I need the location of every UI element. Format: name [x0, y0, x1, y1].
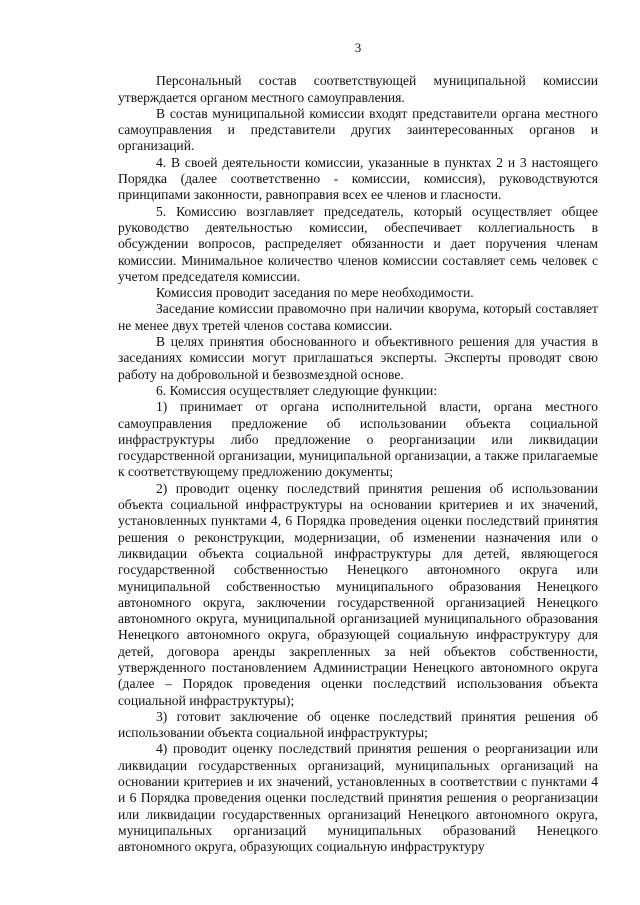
paragraph-item-5: 5. Комиссию возглавляет председатель, который осуществляет общее руководство деятельностью комиссии, обеспечивает коллегиальность в обсуждении вопросов, распределяет обязанности и дает поручения членам комиссии. Минимальное количество членов комиссии составляет семь человек с учетом председателя комиссии.: [118, 203, 598, 284]
paragraph-item-4: 4. В своей деятельности комиссии, указанные в пунктах 2 и 3 настоящего Порядка (далее соответственно - комиссии, комиссия), руководствуются принципами законности, равноправия всех ее членов и гласности.: [118, 154, 598, 203]
paragraph-function-2: 2) проводит оценку последствий принятия решения об использовании объекта социальной инфраструктуры на основании критериев и их значений, установленных пунктами 4, 6 Порядка проведения оценки последствий принятия решения о реконструкции, модернизации, об изменении назначения или о ликвидации объекта социальной инфраструктуры для детей, являющегося государственной собственностью Ненецкого автономного округа или муниципальной собственностью муниципального образования Ненецкого автономного округа, заключении государственной организацией Ненецкого автономного округа, муниципальной организацией муниципального образования Ненецкого автономного округа, образующей социальную инфраструктуру для детей, договора аренды закрепленных за ней объектов собственности, утвержденного постановлением Администрации Ненецкого автономного округа (далее – Порядок проведения оценки последствий использования объекта социальной инфраструктуры);: [118, 480, 598, 708]
paragraph-composition: В состав муниципальной комиссии входят представители органа местного самоуправления и представители других заинтересованных органов и организаций.: [118, 105, 598, 154]
paragraph-function-3: 3) готовит заключение об оценке последствий принятия решения об использовании объекта социальной инфраструктуры;: [118, 708, 598, 741]
paragraph-meetings: Комиссия проводит заседания по мере необходимости.: [156, 285, 474, 301]
paragraph-item-6: 6. Комиссия осуществляет следующие функции:: [156, 382, 438, 398]
paragraph-function-1: 1) принимает от органа исполнительной власти, органа местного самоуправления предложение об использовании объекта социальной инфраструктуры либо предложение о реорганизации или ликвидации государственной организации, муниципальной организации, а также прилагаемые к соответствующему предложению документы;: [118, 399, 598, 480]
paragraph-experts: В целях принятия обоснованного и объективного решения для участия в заседаниях комиссии могут приглашаться эксперты. Эксперты проводят свою работу на добровольной и безвозмездной основе.: [118, 334, 598, 382]
paragraph-function-4: 4) проводит оценку последствий принятия решения о реорганизации или ликвидации государственных организаций, муниципальных организаций на основании критериев и их значений, установленных в соответствии с пунктами 4 и 6 Порядка проведения оценки последствий принятия решения о реорганизации или ликвидации государственных организаций Ненецкого автономного округа, муниципальных организаций муниципальных образований Ненецкого автономного округа, образующих социальную инфраструктуру: [118, 741, 598, 855]
page-number: 3: [354, 40, 362, 55]
paragraph-quorum: Заседание комиссии правомочно при наличии кворума, который составляет не менее двух третей членов состава комиссии.: [118, 301, 598, 333]
paragraph-personnel: Персональный состав соответствующей муниципальной комиссии утверждается органом местного самоуправления.: [118, 73, 598, 105]
